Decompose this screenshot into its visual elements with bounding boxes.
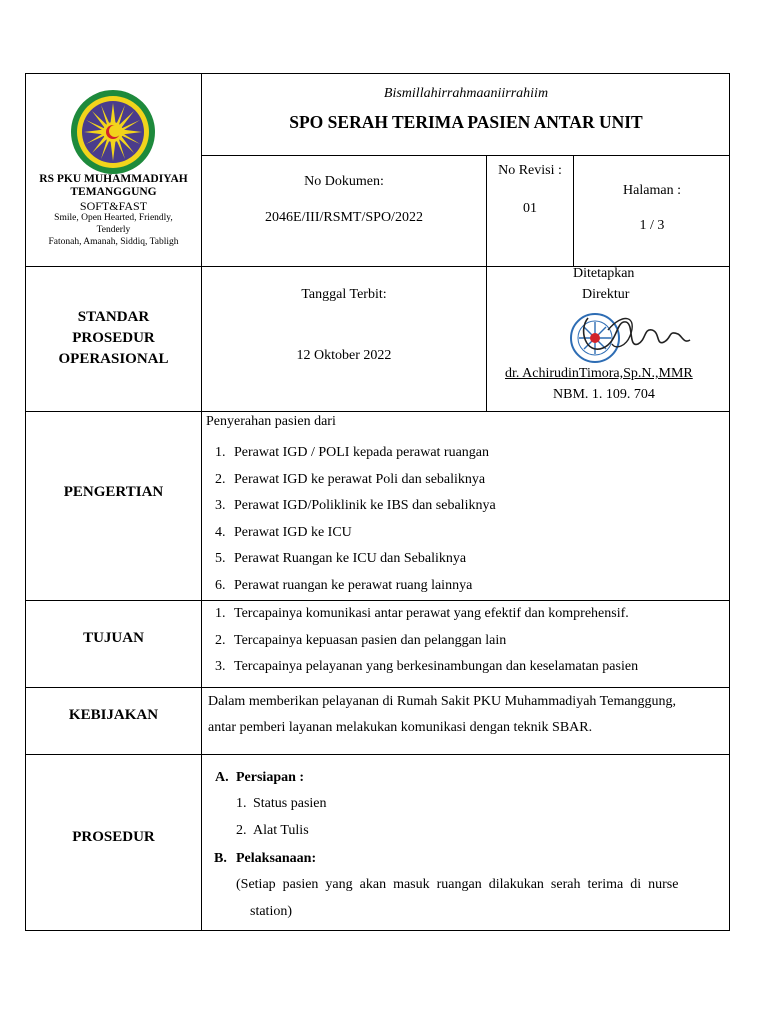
- list-item-text: Tercapainya komunikasi antar perawat yang efektif dan komprehensif.: [234, 606, 629, 621]
- document-title: SPO SERAH TERIMA PASIEN ANTAR UNIT: [289, 112, 643, 132]
- list-item-number: 3.: [215, 659, 226, 675]
- hospital-motto: Fatonah, Amanah, Siddiq, Tabligh: [48, 237, 179, 247]
- kebijakan-text: antar pemberi layanan melakukan komunikasi dengan teknik SBAR.: [208, 720, 593, 735]
- list-item: [204, 601, 638, 628]
- list-item: [204, 467, 496, 494]
- signature-stamp: [568, 300, 698, 370]
- spo-label: PROSEDUR: [72, 330, 155, 346]
- doc-number-label: No Dokumen:: [304, 174, 384, 189]
- list-item-number: 2.: [215, 632, 226, 648]
- list-item: [204, 440, 496, 467]
- tujuan-list: [204, 601, 638, 681]
- list-item: [204, 493, 496, 520]
- tujuan-label: TUJUAN: [83, 630, 144, 646]
- hospital-name: TEMANGGUNG: [70, 186, 157, 198]
- issue-date-value: 12 Oktober 2022: [296, 348, 392, 363]
- prosedur-label: PROSEDUR: [72, 829, 155, 845]
- list-item-number: 1.: [236, 796, 247, 811]
- list-item-text: Perawat ruangan ke perawat ruang lainnya: [234, 577, 473, 593]
- list-item: [204, 573, 496, 600]
- divider: [486, 155, 487, 411]
- list-item-number: 6.: [215, 577, 226, 593]
- spo-label: OPERASIONAL: [58, 351, 169, 367]
- director-label: Direktur: [582, 287, 630, 302]
- list-item-number: 2.: [215, 471, 226, 487]
- kebijakan-label: KEBIJAKAN: [68, 707, 159, 723]
- doc-number-value: 2046E/III/RSMT/SPO/2022: [265, 210, 423, 225]
- divider: [25, 687, 730, 688]
- section-note: (Setiap pasien yang akan masuk ruangan dilakukan serah terima di nurse: [236, 877, 679, 892]
- section-title: Pelaksanaan:: [236, 851, 317, 866]
- list-item: [204, 654, 638, 681]
- list-item-number: 1.: [215, 445, 226, 460]
- hospital-motto: Smile, Open Hearted, Friendly,: [54, 213, 173, 223]
- hospital-name: RS PKU MUHAMMADIYAH: [39, 173, 188, 185]
- list-item-text: Perawat Ruangan ke ICU dan Sebaliknya: [234, 551, 467, 567]
- list-item-number: 1.: [215, 606, 226, 621]
- list-item: [204, 628, 638, 655]
- section-note: station): [250, 904, 292, 919]
- list-item-number: 5.: [215, 551, 226, 567]
- pengertian-intro: Penyerahan pasien dari: [206, 414, 336, 429]
- section-letter: A.: [215, 770, 229, 785]
- director-nbm: NBM. 1. 109. 704: [553, 387, 655, 402]
- divider: [573, 155, 574, 266]
- spo-label: STANDAR: [77, 309, 150, 325]
- list-item-text: Perawat IGD ke perawat Poli dan sebaliknya: [234, 471, 486, 487]
- list-item-text: Perawat IGD / POLI kepada perawat ruangan: [234, 445, 490, 460]
- section-title: Persiapan :: [236, 770, 305, 785]
- divider: [202, 155, 730, 156]
- list-item-number: 4.: [215, 524, 226, 540]
- approved-label: Ditetapkan: [573, 266, 635, 281]
- pengertian-label: PENGERTIAN: [63, 484, 164, 500]
- director-name: dr. AchirudinTimora,Sp.N.,MMR: [505, 366, 693, 381]
- section-letter: B.: [214, 851, 227, 866]
- hospital-motto: Tenderly: [96, 225, 131, 235]
- list-item-number: 2.: [236, 823, 247, 838]
- list-item: Status pasien: [253, 796, 327, 811]
- page-label: Halaman :: [623, 183, 681, 198]
- pengertian-list: [204, 440, 496, 600]
- list-item: [204, 520, 496, 547]
- page-value: 1 / 3: [639, 218, 665, 233]
- divider: [25, 754, 730, 755]
- list-item: Alat Tulis: [253, 823, 309, 838]
- list-item-text: Tercapainya pelayanan yang berkesinambungan dan keselamatan pasien: [234, 659, 639, 675]
- list-item-number: 3.: [215, 498, 226, 514]
- list-item: [204, 546, 496, 573]
- list-item-text: Tercapainya kepuasan pasien dan pelanggan lain: [234, 632, 507, 648]
- hospital-logo: [70, 89, 156, 175]
- hospital-motto: SOFT&FAST: [79, 199, 148, 213]
- issue-date-label: Tanggal Terbit:: [301, 287, 387, 302]
- revision-value: 01: [523, 201, 537, 216]
- bismillah-text: Bismillahirrahmaaniirrahiim: [383, 86, 549, 101]
- list-item-text: Perawat IGD ke ICU: [234, 524, 352, 540]
- revision-label: No Revisi :: [498, 163, 562, 178]
- list-item-text: Perawat IGD/Poliklinik ke IBS dan sebaliknya: [234, 498, 496, 514]
- divider: [25, 411, 730, 412]
- divider: [201, 73, 202, 931]
- kebijakan-text: Dalam memberikan pelayanan di Rumah Sakit PKU Muhammadiyah Temanggung,: [208, 694, 677, 709]
